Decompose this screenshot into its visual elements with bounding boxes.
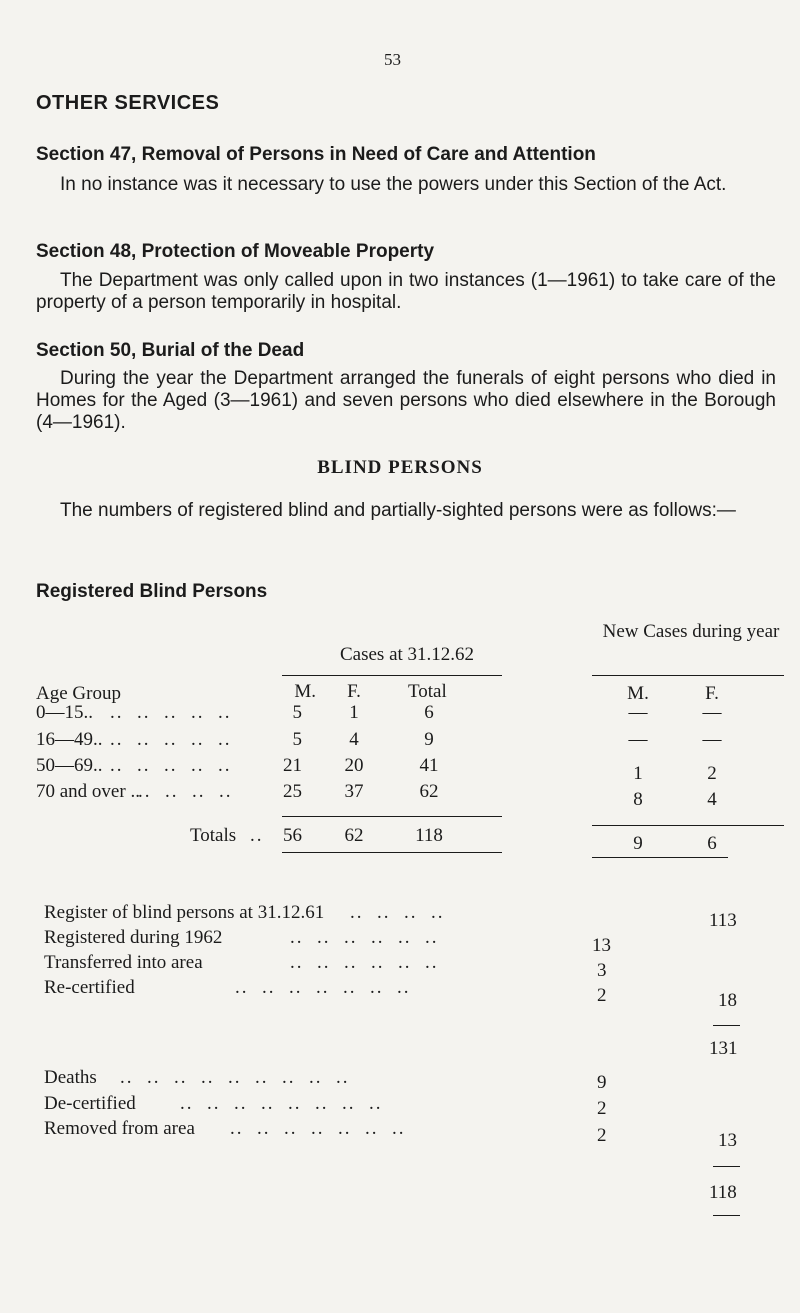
blind-intro-body xyxy=(36,500,776,522)
section-47-title: Section 47, Removal of Persons in Need of Care and Attention xyxy=(36,144,596,165)
total-f: 62 xyxy=(344,825,364,846)
register-label: Registered during 1962 xyxy=(44,927,223,948)
row-label: 50—69.. xyxy=(36,755,103,776)
register-subtotal-deductions: 13 xyxy=(718,1130,737,1151)
leader-dots: .. .. .. .. .. xyxy=(110,702,232,723)
cell-f: 20 xyxy=(344,755,364,776)
section-48-body xyxy=(36,270,776,314)
registered-blind-title: Registered Blind Persons xyxy=(36,581,268,602)
leader-dots: .. .. .. .. .. .. xyxy=(290,927,439,948)
register-label: Transferred into area xyxy=(44,952,203,973)
register-label: Register of blind persons at 31.12.61 xyxy=(44,902,325,923)
col-total-header: Total xyxy=(408,681,447,702)
register-label: Re-certified xyxy=(44,977,135,998)
total-m: 56 xyxy=(283,825,302,846)
col-f-header: F. xyxy=(347,681,361,702)
deduction-value: 2 xyxy=(597,1125,607,1146)
totals-label: Totals xyxy=(190,825,237,846)
cell-new-f: — xyxy=(702,729,722,750)
section-50-title: Section 50, Burial of the Dead xyxy=(36,340,305,361)
deduction-value: 2 xyxy=(597,1098,607,1119)
cell-new-f: 2 xyxy=(707,763,717,784)
deduction-value: 9 xyxy=(597,1072,607,1093)
cell-f: 37 xyxy=(344,781,364,802)
section-47-text: In no instance was it necessary to use the powers under this Section of the Act. xyxy=(60,174,727,195)
cell-m: 21 xyxy=(283,755,302,776)
row-label: 16—49.. xyxy=(36,729,103,750)
totals-bottom-rule xyxy=(282,852,502,853)
register-final-total: 118 xyxy=(709,1182,737,1203)
cell-total: 9 xyxy=(424,729,434,750)
cell-new-f: 4 xyxy=(707,789,717,810)
section-48-text: The Department was only called upon in two instances (1—1961) to take care of the property of a person temporarily in hospital. xyxy=(36,270,776,313)
section-47-body xyxy=(36,174,776,196)
cases-header-rule xyxy=(282,675,502,676)
leader-dots: .. .. .. .. .. .. xyxy=(290,952,439,973)
row-label: 0—15.. xyxy=(36,702,93,723)
blind-persons-heading: BLIND PERSONS xyxy=(317,457,483,478)
cell-m: 25 xyxy=(283,781,302,802)
register-running-total: 131 xyxy=(709,1038,738,1059)
cell-f: 1 xyxy=(349,702,359,723)
leader-dots: .. .. .. .. xyxy=(138,781,233,802)
leader-dots: .. .. .. .. .. .. .. .. .. xyxy=(120,1067,350,1088)
new-cases-header-rule xyxy=(592,675,784,676)
section-48-title: Section 48, Protection of Moveable Property xyxy=(36,241,435,262)
leader-dots: .. .. .. .. .. xyxy=(110,729,232,750)
row-label: 70 and over .. xyxy=(36,781,140,802)
col-m-header: M. xyxy=(294,681,316,702)
blind-intro-text: The numbers of registered blind and partially-sighted persons were as follows:— xyxy=(60,500,736,521)
subtotal-rule xyxy=(713,1025,740,1026)
cell-new-m: 8 xyxy=(633,789,643,810)
section-50-body xyxy=(36,368,776,434)
leader-dots: .. .. .. .. .. .. .. xyxy=(235,977,411,998)
total-total: 118 xyxy=(415,825,443,846)
leader-dots: .. .. .. .. .. xyxy=(110,755,232,776)
cell-total: 62 xyxy=(419,781,439,802)
register-value: 13 xyxy=(592,935,611,956)
cell-total: 6 xyxy=(424,702,434,723)
section-50-text: During the year the Department arranged the funerals of eight persons who died in Homes for the Aged (3—1961) and seven persons who died elsewhere in the Borough (4—1961). xyxy=(36,368,776,433)
cell-m: 5 xyxy=(292,729,302,750)
new-col-f-header: F. xyxy=(705,683,719,704)
age-group-header: Age Group xyxy=(36,683,121,704)
new-col-m-header: M. xyxy=(627,683,649,704)
cell-m: 5 xyxy=(292,702,302,723)
cell-new-f: — xyxy=(702,702,722,723)
register-subtotal-additions: 18 xyxy=(718,990,737,1011)
new-totals-top-rule xyxy=(592,825,784,826)
leader-dots: .. .. .. .. xyxy=(350,902,445,923)
deduction-label: Deaths xyxy=(44,1067,97,1088)
final-total-bottom-rule xyxy=(713,1215,740,1216)
leader-dots: .. .. .. .. .. .. .. .. xyxy=(180,1093,383,1114)
deduction-label: De-certified xyxy=(44,1093,136,1114)
cases-group-header: Cases at 31.12.62 xyxy=(340,644,475,665)
total-new-f: 6 xyxy=(707,833,717,854)
cell-new-m: — xyxy=(628,729,648,750)
page-number: 53 xyxy=(384,50,401,69)
final-total-top-rule xyxy=(713,1166,740,1167)
cell-new-m: — xyxy=(628,702,648,723)
deduction-label: Removed from area xyxy=(44,1118,195,1139)
new-cases-group-header: New Cases during year xyxy=(602,621,780,642)
totals-top-rule xyxy=(282,816,502,817)
cell-total: 41 xyxy=(419,755,439,776)
register-subtotal-opening: 113 xyxy=(709,910,737,931)
total-new-m: 9 xyxy=(633,833,643,854)
leader-dots: .. xyxy=(250,825,264,846)
cell-new-m: 1 xyxy=(633,763,643,784)
page-heading: OTHER SERVICES xyxy=(36,92,220,114)
register-value: 2 xyxy=(597,985,607,1006)
register-value: 3 xyxy=(597,960,607,981)
leader-dots: .. .. .. .. .. .. .. xyxy=(230,1118,406,1139)
new-totals-bottom-rule xyxy=(592,857,728,858)
cell-f: 4 xyxy=(349,729,359,750)
